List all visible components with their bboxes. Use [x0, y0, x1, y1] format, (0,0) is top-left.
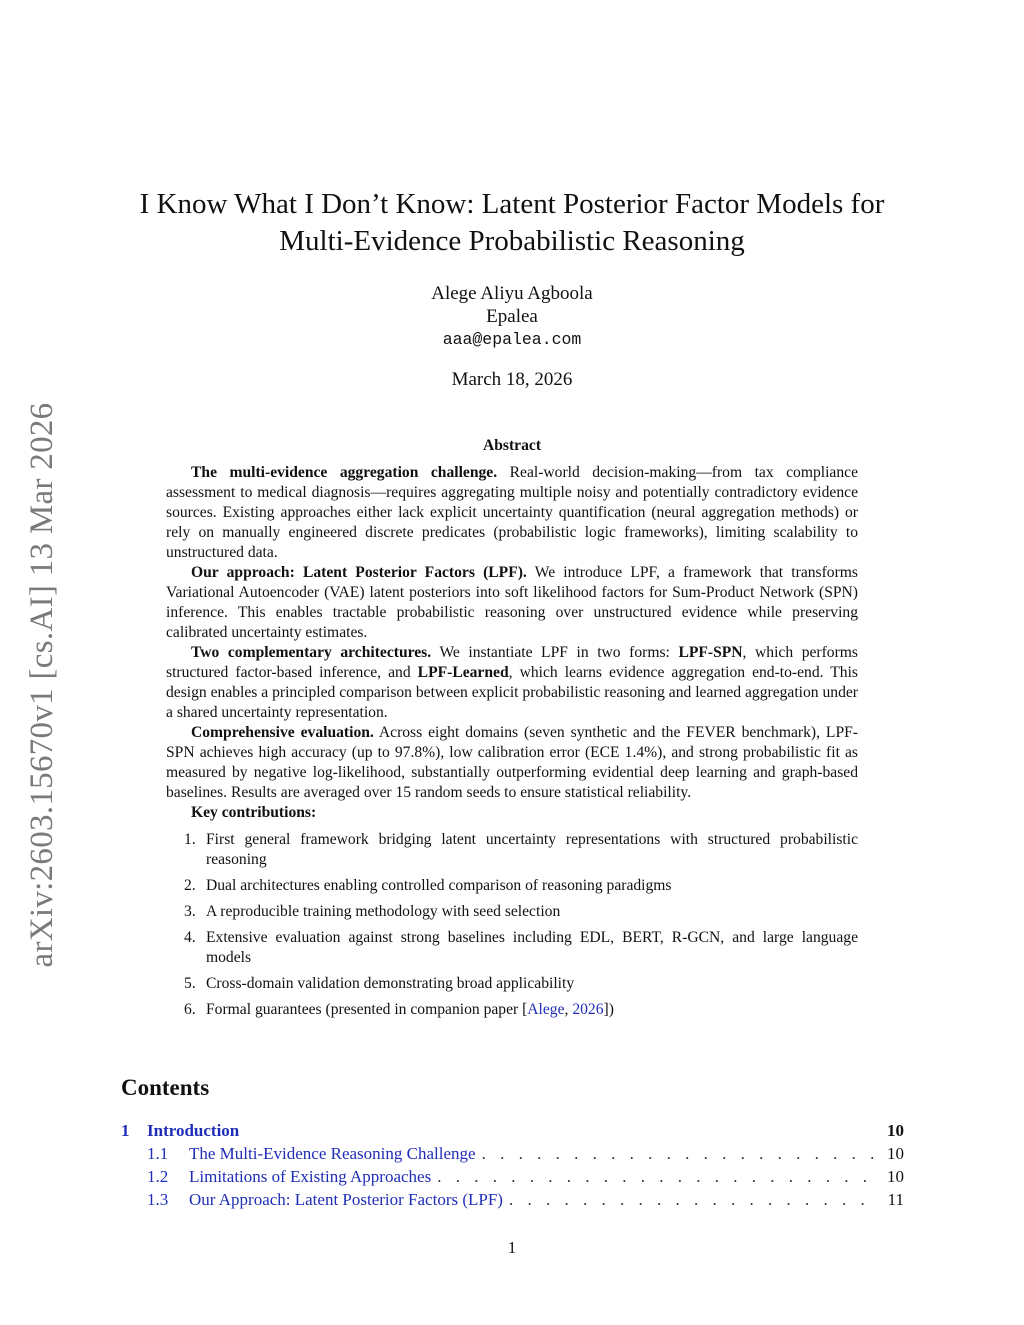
- list-item-text-end: ]): [603, 1001, 614, 1018]
- list-item-number: 1.: [184, 831, 196, 848]
- table-of-contents: [121, 1119, 904, 1211]
- list-item: [166, 902, 858, 922]
- list-item-text: Cross-domain validation demonstrating broad applicability: [206, 975, 575, 992]
- list-item: [166, 1000, 858, 1020]
- toc-entry-label: The Multi-Evidence Reasoning Challenge: [189, 1144, 476, 1163]
- list-item-number: 6.: [184, 1001, 196, 1018]
- list-item-number: 5.: [184, 975, 196, 992]
- paragraph-text: We introduce LPF, a framework that transforms Variational Autoencoder (VAE) latent posteriors into soft likelihood factors for Sum-Product Network (SPN) inference. This enables tractable probabilistic reasoning over unstructured evidence while preserving calibrated uncertainty estimates.: [166, 564, 858, 641]
- lpf-learned-term: LPF-Learned: [417, 664, 509, 681]
- paragraph-lead: Comprehensive evaluation.: [191, 724, 374, 741]
- paragraph-lead: Two complementary architectures.: [191, 644, 432, 661]
- author-name: Alege Aliyu Agboola: [431, 283, 593, 304]
- toc-entry-label: Introduction: [147, 1121, 240, 1140]
- toc-entry-our-approach[interactable]: [121, 1188, 904, 1211]
- title-line-2: Multi-Evidence Probabilistic Reasoning: [279, 225, 745, 257]
- paragraph-lead: Key contributions:: [191, 804, 317, 821]
- paper-date: March 18, 2026: [451, 369, 573, 390]
- toc-leader: [509, 1188, 878, 1211]
- paragraph-text: Across eight domains (seven synthetic and the FEVER benchmark), LPF-SPN achieves high accuracy (up to 97.8%), low calibration error (ECE 1.4%), and strong probabilistic fit as measured by negative log-likelihood, substantially outperforming evidential deep learning and graph-based baselines. Results are averaged over 15 random seeds to ensure statistical reliability.: [166, 724, 858, 801]
- abstract-heading: Abstract: [482, 437, 542, 454]
- toc-entry-label: Limitations of Existing Approaches: [189, 1167, 432, 1186]
- toc-entry-page: 10: [887, 1167, 904, 1186]
- toc-entry-number: 1.3: [147, 1190, 169, 1209]
- list-item-text: Extensive evaluation against strong baselines including EDL, BERT, R-GCN, and large language models: [206, 929, 858, 966]
- list-item-text: Formal guarantees (presented in companion paper [: [206, 1001, 528, 1018]
- paragraph-text: , which learns evidence aggregation end-to-end. This design enables a principled comparison between explicit probabilistic reasoning and learned aggregation under a shared uncertainty representation.: [166, 664, 858, 721]
- title-line-1: I Know What I Don’t Know: Latent Posterior Factor Models for: [139, 188, 885, 220]
- list-item-text: Dual architectures enabling controlled comparison of reasoning paradigms: [206, 877, 672, 894]
- toc-entry-number: 1: [121, 1121, 130, 1140]
- toc-entry-reasoning-challenge[interactable]: [121, 1142, 904, 1165]
- lpf-spn-term: LPF-SPN: [678, 644, 743, 661]
- abstract-paragraph-contributions: [166, 803, 858, 823]
- paragraph-lead: Our approach: Latent Posterior Factors (LPF).: [191, 564, 527, 581]
- toc-leader: [482, 1142, 878, 1165]
- list-item-number: 4.: [184, 929, 196, 946]
- toc-entry-limitations[interactable]: [121, 1165, 904, 1188]
- list-item-text: First general framework bridging latent uncertainty representations with structured probabilistic reasoning: [206, 831, 858, 868]
- toc-entry-page: 10: [887, 1144, 904, 1163]
- paragraph-text: We instantiate LPF in two forms:: [431, 644, 679, 661]
- arxiv-identifier-stamp: arXiv:2603.15670v1 [cs.AI] 13 Mar 2026: [24, 402, 60, 968]
- author-email: aaa@epalea.com: [442, 330, 582, 349]
- abstract-paragraph-architectures: [166, 643, 858, 723]
- abstract-paragraph-approach: [166, 563, 858, 643]
- author-affiliation: Epalea: [486, 306, 538, 327]
- abstract-paragraph-challenge: [166, 463, 858, 563]
- paragraph-text: , which performs structured factor-based inference, and: [166, 644, 858, 681]
- citation-year-link[interactable]: 2026: [572, 1001, 604, 1018]
- list-item-number: 3.: [184, 903, 196, 920]
- toc-leader: [437, 1165, 878, 1188]
- list-item: [166, 876, 858, 896]
- paper-title: [100, 186, 924, 260]
- paragraph-lead: The multi-evidence aggregation challenge.: [191, 464, 498, 481]
- citation-author-link[interactable]: Alege: [527, 1001, 565, 1018]
- toc-entry-number: 1.1: [147, 1144, 169, 1163]
- toc-entry-page: 10: [887, 1121, 904, 1140]
- contributions-list: [166, 830, 858, 1020]
- contents-heading: Contents: [121, 1075, 210, 1100]
- author-block: [312, 282, 712, 391]
- toc-entry-label: Our Approach: Latent Posterior Factors (LPF): [189, 1190, 503, 1209]
- list-item-text: A reproducible training methodology with seed selection: [206, 903, 561, 920]
- abstract-paragraph-evaluation: [166, 723, 858, 803]
- toc-entry-introduction[interactable]: [121, 1119, 904, 1142]
- citation-separator: ,: [564, 1001, 573, 1018]
- list-item: [166, 974, 858, 994]
- list-item-number: 2.: [184, 877, 196, 894]
- page-number: 1: [507, 1238, 517, 1257]
- toc-entry-page: 11: [887, 1190, 904, 1209]
- toc-entry-number: 1.2: [147, 1167, 169, 1186]
- abstract: [166, 436, 858, 1026]
- paragraph-text: Real-world decision-making—from tax compliance assessment to medical diagnosis—requires aggregating multiple noisy and potentially contradictory evidence sources. Existing approaches either lack explicit uncertainty quantification (neural aggregation methods) or rely on manually engineered discrete predicates (probabilistic logic frameworks), limiting scalability to unstructured data.: [166, 464, 858, 561]
- list-item: [166, 928, 858, 968]
- list-item: [166, 830, 858, 870]
